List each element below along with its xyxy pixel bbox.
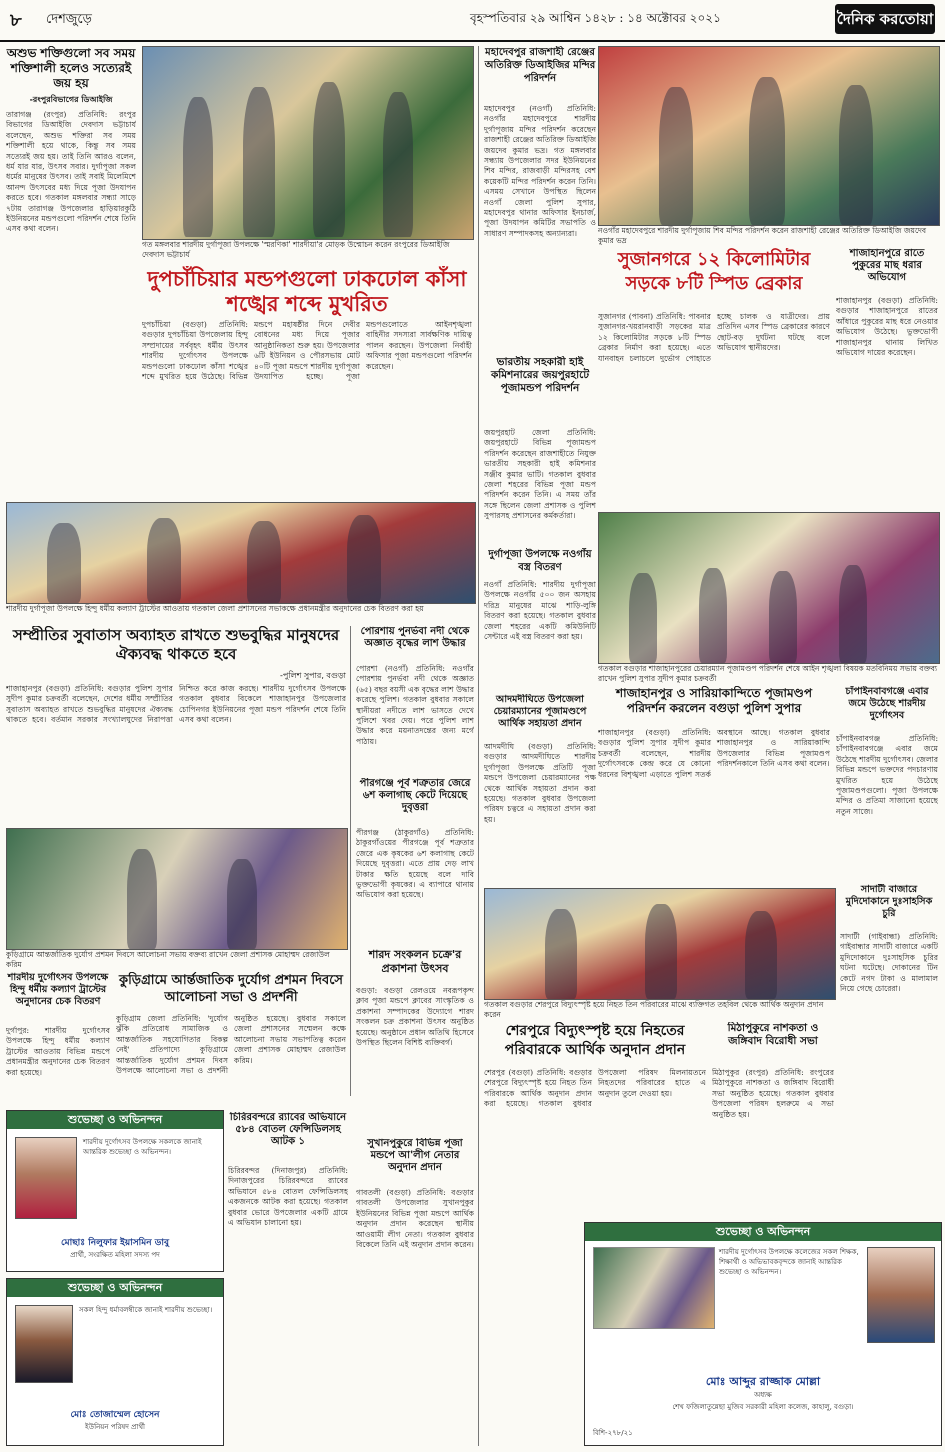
article-rangpur (6, 46, 136, 466)
headline-chirirbandar: চিরিরবন্দরে র‍্যাবের অভিযানে ৫৮৪ বোতল ফেন্সিডিলসহ আটক ১ (229, 1112, 347, 1147)
body-bogura-police: শাজাহানপুর (বগুড়া) প্রতিনিধি: বগুড়ার পুলিশ সুপার সুদীপ কুমার চক্রবর্তী বলেছেন, দেশের ধর্মীয় সম্প্রীতির সুবাতাস অব্যাহত রাখতে শুভবুদ্ধির মানুষদের ঐক্যবদ্ধ থাকতে হবে। বর্তমান সরকার সংখ্যালঘুদের নিরাপত্তা নিশ্চিত করে কাজ করছে। শারদীয় দুর্গোৎসব উপলক্ষে গতকাল বুধবার বিকেলে শাজাহানপুর উপজেলার চোপিনগর ইউনিয়নের পূজা মন্ডপ পরিদর্শন শেষে তিনি এসব কথা বলেন। (6, 684, 346, 725)
headline-indian-commissioner: ভারতীয় সহকারী হাই কমিশনারের জয়পুরহাটে পূজামন্ডপ পরিদর্শন (490, 356, 590, 394)
ad-banner-1: শুভেচ্ছা ও অভিনন্দন (7, 1111, 223, 1129)
body-shuvonkar: গাবতলী (বগুড়া) প্রতিনিধি: বগুড়ার গাবতলী উপজেলার সুখানপুকুর ইউনিয়নের বিভিন্ন পূজা মন্ডপে আর্থিক অনুদান প্রদান করেছেন স্থানীয় আওয়ামী লীগ নেতা। গতকাল বুধবার বিকেলে তিনি এই অনুদান প্রদান করেন। (356, 1188, 474, 1250)
body-sadar-theft: সাদাটী (গাইবান্ধা) প্রতিনিধি: গাইবান্ধার সাদাটী বাজারে একটি মুদিদোকানে দুঃসাহসিক চুরির ঘটনা ঘটেছে। দোকানের টিন কেটে নগদ টাকা ও মালামাল নিয়ে গেছে চোরেরা। (840, 932, 938, 994)
ad-banner-3: শুভেচ্ছা ও অভিনন্দন (585, 1223, 941, 1241)
caption-photo2: শারদীয় দুর্গাপূজা উপলক্ষে হিন্দু ধর্মীয় কল্যাণ ট্রাস্টের আওতায় গতকাল জেলা প্রশাসনের সভাকক্ষে প্রধানমন্ত্রীর অনুদানের চেক বিতরণ করা হয় (6, 604, 424, 613)
ad1-name: মোছাঃ নিলুফার ইয়াসমিন ডাবু (60, 1238, 170, 1248)
body-chapai: চাঁপাইনবাবগঞ্জ প্রতিনিধি: চাঁপাইনবাবগঞ্জে এবার জমে উঠেছে শারদীয় দুর্গোৎসব। জেলার বিভিন্ন মন্ডপে ভক্তদের পদচারণায় মুখরিত হয়ে উঠেছে পূজামণ্ডপগুলো। পূজা উপলক্ষে মন্দির ও প্রতিমা সাজানো হয়েছে নতুন সাজে। (836, 734, 938, 816)
photo-cheque-distribution (6, 502, 476, 604)
body-dupchanchia: দুপচাঁচিয়া (বগুড়া) প্রতিনিধি: বগুড়ার দুপচাঁচিয়া উপজেলায় হিন্দু সম্প্রদায়ের সর্ববৃহৎ ধর্মীয় উৎসব শারদীয় দুর্গোৎসব উপলক্ষে মন্ডপগুলো ঢাকঢোল কাঁসা শঙ্খের শব্দে মুখরিত হয়ে উঠেছে। বিভিন্ন মন্ডপে মহাষষ্ঠীর দিনে দেবীর বোধনের মধ্য দিয়ে পূজার আনুষ্ঠানিকতা শুরু হয়। উপজেলার ৬টি ইউনিয়ন ও পৌরসভায় মোট ৪০টি পূজা মন্ডপে শারদীয় দুর্গাপূজা উদযাপিত হচ্ছে। পূজা মন্ডপগুলোতে আইনশৃঙ্খলা বাহিনীর সদস্যরা সার্বক্ষণিক দায়িত্ব পালন করছেন। উপজেলা নির্বাহী অফিসার পূজা মন্ডপগুলো পরিদর্শন করেছেন। (142, 320, 472, 382)
photo-police-meeting (598, 512, 940, 664)
ad3-role: অধ্যক্ষ (754, 1391, 772, 1399)
headline-poragacha: পোরশায় পুনর্ভবা নদী থেকে অজ্ঞাত বৃদ্ধের লাশ উদ্ধার (360, 626, 470, 649)
page-header (0, 0, 945, 42)
headline-police-visit: শাজাহানপুর ও সারিয়াকান্দিতে পূজামণ্ডপ পরিদর্শন করলেন বগুড়া পুলিশ সুপার (616, 686, 812, 715)
body-rangpur: তারাগঞ্জ (রংপুর) প্রতিনিধি: রংপুর বিভাগের ডিআইজি দেবদাস ভট্টাচার্য বলেছেন, অশুভ শক্তিরা সব সময় শক্তিশালী হয়ে থাকে, কিন্তু সব সময় সত্যেরই জয় হয়। তাই তিনি আরও বলেন, ধর্ম যার যার, উৎসব সবার। দুর্গাপূজা সকল ধর্মের মানুষের উৎসব। তাই সবাই মিলেমিশে আনন্দ উৎসবের মধ্য দিয়ে পূজা উদযাপন করতে হবে। গতকাল মঙ্গলবার সন্ধ্যা সাড়ে ৭টায় তারাগঞ্জ উপজেলার হাড়িয়ারকুঠি ইউনিয়নের মন্ডপগুলো পরিদর্শন শেষে তিনি এসব কথা বলেন। (6, 110, 136, 234)
body-mohadevpur: মহাদেবপুর (নওগাঁ) প্রতিনিধি: নওগাঁর মহাদেবপুরে শারদীয় দুর্গাপূজায় মন্দির পরিদর্শন করেছেন রাজশাহী রেঞ্জের অতিরিক্ত ডিআইজি জয়দেব কুমার ভদ্র। গত মঙ্গলবার সন্ধ্যায় উপজেলার সদর ইউনিয়নের শিব মন্দির, রাজবাড়ী মন্দিরসহ বেশ কয়েকটি মন্দির পরিদর্শন করেন তিনি। এসময় সেখানে উপস্থিত ছিলেন নওগাঁ জেলা পুলিশ সুপার, মহাদেবপুর থানার অফিসার ইনচার্জ, পূজা উদযাপন কমিটির সভাপতি ও সাধারণ সম্পাদকসহ অন্যান্যরা। (484, 104, 596, 238)
caption-photo6: গতকাল বগুড়ার শেরপুরে বিদ্যুৎস্পৃষ্ট হয়ে নিহত তিন পরিবারের মাঝে ব্যক্তিগত তহবিল থেকে আর্থিক অনুদান প্রদান করেন (484, 1000, 824, 1019)
photo-dig-book-launch (142, 46, 474, 240)
greeting-ad-1 (6, 1110, 224, 1272)
page-number: ৮ (10, 10, 22, 31)
principal-portrait (867, 1247, 935, 1343)
candidate-portrait-2 (15, 1305, 73, 1383)
body-mithapukur: মিঠাপুকুর (রংপুর) প্রতিনিধি: রংপুরের মিঠাপুকুরে নাশকতা ও জঙ্গিবাদ বিরোধী সভা অনুষ্ঠিত হয়েছে। গতকাল বুধবার উপজেলা পরিষদ হলরুমে এ সভা অনুষ্ঠিত হয়। (712, 1068, 834, 1119)
photo-temple-visit (598, 46, 940, 226)
headline-sherpur: শেরপুরে বিদ্যুৎস্পৃষ্ট হয়ে নিহতের পরিবারকে আর্থিক অনুদান প্রদান (504, 1023, 686, 1058)
ad2-name: মোঃ তোজাম্মেল হোসেন (70, 1410, 160, 1420)
ad2-text: সকল হিন্দু ধর্মাবলম্বীকে জানাই শারদীয় শুভেচ্ছা। (79, 1306, 213, 1314)
column-rule (350, 626, 351, 1096)
ad1-role: প্রার্থী, সংরক্ষিত মহিলা সদস্য পদ (70, 1251, 160, 1259)
headline-durga-check: শারদীয় দুর্গোৎসব উপলক্ষে হিন্দু ধর্মীয় কল্যাণ ট্রাস্টের অনুদানের চেক বিতরণ (7, 972, 109, 1007)
ad3-text: শারদীয় দুর্গোৎসব উপলক্ষে কলেজের সকল শিক্ষক, শিক্ষার্থী ও অভিভাবকবৃন্দকে জানাই আন্তরিক শুভেচ্ছা ও অভিনন্দন। (719, 1248, 859, 1276)
headline-shajahanpur-fish: শাজাহানপুরে রাতে পুকুরের মাছ ধরার অভিযোগ (849, 248, 925, 283)
ad3-name: মোঃ আব্দুর রাজ্জাক মোল্লা (705, 1375, 821, 1388)
headline-mithapukur: মিঠাপুকুরে নাশকতা ও জঙ্গিবাদ বিরোধী সভা (727, 1022, 819, 1047)
dateline-bogura-police: -পুলিশ সুপার, বগুড়া (280, 671, 346, 680)
dateline-rangpur: -রংপুরবিভাগের ডিআইজি (29, 95, 113, 104)
body-durga-check: দুর্গাপুর: শারদীয় দুর্গোৎসব উপলক্ষে হিন্দু ধর্মীয় কল্যাণ ট্রাস্টের আওতায় বিভিন্ন মন্ডপে প্রধানমন্ত্রীর অনুদানের চেক বিতরণ করা হয়েছে। (6, 1026, 110, 1077)
headline-shuvonkar: সুখানপুকুরে বিভিন্ন পূজা মন্ডপে আ'লীগ নেতার অনুদান প্রদান (367, 1138, 463, 1173)
body-pirgonj: পীরগঞ্জ (ঠাকুরগাঁও) প্রতিনিধি: ঠাকুরগাঁওয়ের পীরগঞ্জে পূর্ব শত্রুতার জেরে এক কৃষকের ৬শ কলাগাছ কেটে দিয়েছে দুবৃত্তরা। এতে প্রায় দেড় লাখ টাকার ক্ষতি হয়েছে বলে দাবি ভুক্তভোগী কৃষকের। এ ব্যাপারে থানায় অভিযোগ করা হয়েছে। (356, 828, 474, 900)
photo-sherpur-donation (484, 888, 836, 1000)
caption-photo4: নওগাঁর মহাদেবপুরে শারদীয় দুর্গাপূজায় শিব মন্দির পরিদর্শন করেন রাজশাহী রেঞ্জের অতিরিক্ত ডিআইজি জয়দেব কুমার ভদ্র (598, 226, 927, 245)
caption-photo3: কুড়িগ্রামে আন্তর্জাতিক দুর্যোগ প্রশমন দিবসে আলোচনা সভায় বক্তব্য রাখেন জেলা প্রশাসক মোহাম্মদ রেজাউল করিম (6, 950, 330, 969)
section-title: দেশজুড়ে (46, 12, 92, 27)
date-line: বৃহস্পতিবার ২৯ আশ্বিন ১৪২৮ : ১৪ অক্টোবর ২০২১ (470, 11, 721, 25)
greeting-ad-2 (6, 1278, 224, 1446)
headline-adamdighi: আদমদীঘিতে উপজেলা চেয়ারম্যানের পূজামণ্ডপে আর্থিক সহায়তা প্রদান (493, 694, 587, 729)
headline-sujanagar: সুজানগরে ১২ কিলোমিটার সড়কে ৮টি স্পিড ব্রেকার (617, 249, 811, 294)
headline-naogaon-cloth: দুর্গাপূজা উপলক্ষে নওগাঁয় বস্ত্র বিতরণ (488, 549, 592, 573)
headline-pirgonj: পীরগঞ্জে পূর্ব শত্রুতার জেরে ৬শ কলাগাছ কেটে দিয়েছে দুবৃত্তরা (359, 778, 471, 813)
body-shajahanpur-fish: শাজাহানপুর (বগুড়া) প্রতিনিধি: বগুড়ার শাজাহানপুরে রাতের আঁধারে পুকুরের মাছ ধরে নেওয়ার অভিযোগ উঠেছে। ভুক্তভোগী শাজাহানপুর থানায় লিখিত অভিযোগ দায়ের করেছেন। (836, 296, 938, 358)
body-chirirbandar: চিরিরবন্দর (দিনাজপুর) প্রতিনিধি: দিনাজপুরের চিরিরবন্দরে র‍্যাবের অভিযানে ৫৮৪ বোতল ফেন্সিডিলসহ একজনকে আটক করা হয়েছে। গতকাল বুধবার ভোরে উপজেলার একটি গ্রামে এ অভিযান চালানো হয়। (228, 1166, 348, 1228)
body-sherpur: শেরপুর (বগুড়া) প্রতিনিধি: বগুড়ার শেরপুরে বিদ্যুৎস্পৃষ্ট হয়ে নিহত তিন পরিবারকে আর্থিক অনুদান প্রদান করা হয়েছে। গতকাল বুধবার উপজেলা পরিষদ মিলনায়তনে নিহতদের পরিবারের হাতে এ অনুদান তুলে দেওয়া হয়। (484, 1068, 706, 1109)
photo-college-building (593, 1247, 715, 1329)
candidate-portrait-1 (15, 1137, 77, 1219)
headline-sharad: শারদ সংকলন চক্রে'র প্রকাশনা উৎসব (368, 948, 462, 975)
ad-banner-2: শুভেচ্ছা ও অভিনন্দন (7, 1279, 223, 1297)
body-sujanagar: সুজানগর (পাবনা) প্রতিনিধি: পাবনার সুজানগর-খয়রানবাড়ী সড়কের মাত্র ১২ কিলোমিটার সড়কে ৮টি স্পিড ব্রেকার নির্মাণ করা হয়েছে। এতে যানবাহন চলাচলে দুর্ভোগ পোহাতে হচ্ছে চালক ও যাত্রীদের। প্রায় প্রতিদিন এসব স্পিড ব্রেকারের কারণে ছোট-বড় দুর্ঘটনা ঘটছে বলে অভিযোগ স্থানীয়দের। (598, 312, 830, 363)
body-police-visit: শাজাহানপুর (বগুড়া) প্রতিনিধি: বগুড়ার পুলিশ সুপার সুদীপ কুমার চক্রবর্তী বলেছেন, শারদীয় দুর্গোৎসবকে কেন্দ্র করে যে কোনো ধরনের বিশৃঙ্খলা এড়াতে পুলিশ সতর্ক অবস্থানে আছে। গতকাল বুধবার শাজাহানপুর ও সারিয়াকান্দি উপজেলার বিভিন্ন পূজামণ্ডপ পরিদর্শনকালে তিনি এসব কথা বলেন। (598, 728, 830, 779)
body-naogaon-cloth: নওগাঁ প্রতিনিধি: শারদীয় দুর্গাপূজা উপলক্ষে নওগাঁয় ৫০০ জন অসহায় দরিদ্র মানুষের মাঝে শাড়ি-লুঙ্গি বিতরণ করা হয়েছে। গতকাল বুধবার জেলা শহরের একটি কমিউনিটি সেন্টারে এই বস্ত্র বিতরণ করা হয়। (484, 580, 596, 642)
caption-photo1: গত মঙ্গলবার শারদীয় দুর্গাপূজা উপলক্ষে 'স্মরণিকা' শারদীয়া'র মোড়ক উন্মোচন করেন রংপুরের ডিআইজি দেবদাস ভট্টাচার্য (142, 240, 450, 259)
body-sharad: বগুড়া: বগুড়া রেলওয়ে নবরূপকৃন্দ ক্লাব পূজা মন্ডপে ক্লাবের সাংস্কৃতিক ও প্রকাশনা সম্পাদকের উদ্যোগে শারদ সংকলন চক্র প্রকাশনা উৎসব অনুষ্ঠিত হয়েছে। অনুষ্ঠানে প্রধান অতিথি হিসেবে উপস্থিত ছিলেন বিশিষ্ট ব্যক্তিবর্গ। (356, 986, 474, 1048)
photo-kurigram-meeting (6, 828, 348, 950)
headline-dupchanchia: দুপচাঁচিয়ার মন্ডপগুলো ঢাকঢোল কাঁসা শঙ্খের শব্দে মুখরিত (147, 266, 467, 316)
body-kurigram: কুড়িগ্রাম জেলা প্রতিনিধি: 'দুর্যোগ ঝুঁকি প্রতিরোধ সামাজিক ও আন্তর্জাতিক সহযোগিতার বিকল্প নেই' প্রতিপাদ্যে কুড়িগ্রামে আন্তর্জাতিক দুর্যোগ প্রশমন দিবস উপলক্ষে আলোচনা সভা ও প্রদর্শনী অনুষ্ঠিত হয়েছে। বুধবার সকালে জেলা প্রশাসনের সম্মেলন কক্ষে আলোচনা সভায় সভাপতিত্ব করেন জেলা প্রশাসক মোহাম্মদ রেজাউল করিম। (116, 1014, 346, 1076)
headline-bogura-police: সম্প্রীতির সুবাতাস অব্যাহত রাখতে শুভবুদ্ধির মানুষদের ঐক্যবদ্ধ থাকতে হবে (12, 626, 340, 663)
caption-photo5: গতকাল বগুড়ার শাজাহানপুরের চেয়ারম্যান পূজামণ্ডপ পরিদর্শন শেষে আইন শৃঙ্খলা বিষয়ক মতবিনিময় সভায় বক্তব্য রাখেন পুলিশ সুপার সুদীপ কুমার চক্রবর্তী (598, 664, 938, 683)
headline-mohadevpur: মহাদেবপুর রাজশাহী রেঞ্জের অতিরিক্ত ডিআইজির মন্দির পরিদর্শন (484, 47, 596, 84)
headline-chapai: চাঁপাইনবাবগঞ্জে এবার জমে উঠেছে শারদীয় দুর্গোৎসব (845, 686, 929, 721)
body-adamdighi: আদমদীঘি (বগুড়া) প্রতিনিধি: বগুড়ার আদমদীঘিতে শারদীয় দুর্গাপূজা উপলক্ষে প্রতিটি পূজা মন্ডপে উপজেলা চেয়ারম্যানের পক্ষ থেকে আর্থিক সহায়তা প্রদান করা হয়েছে। গতকাল বুধবার উপজেলা পরিষদ চত্বরে এ সহায়তা প্রদান করা হয়। (484, 742, 596, 824)
ad3-org: শেখ ফজিলাতুন্নেছা মুজিব সরকারী মহিলা কলেজ, কাহালু, বগুড়া। (672, 1403, 854, 1411)
column-rule-2 (478, 46, 479, 1446)
headline-kurigram: কুড়িগ্রামে আর্ন্তজাতিক দুর্যোগ প্রশমন দিবসে আলোচনা সভা ও প্রদর্শনী (118, 973, 344, 1005)
body-poragacha: পোরশা (নওগাঁ) প্রতিনিধি: নওগাঁর পোরশায় পুনর্ভবা নদী থেকে অজ্ঞাত (৬৫) বছর বয়সী এক বৃদ্ধের লাশ উদ্ধার করেছে পুলিশ। গতকাল বুধবার সকালে স্থানীয়রা নদীতে লাশ ভাসতে দেখে পুলিশে খবর দেয়। পরে পুলিশ লাশ উদ্ধার করে ময়নাতদন্তের জন্য মর্গে পাঠায়। (356, 664, 474, 746)
body-indian-commissioner: জয়পুরহাট জেলা প্রতিনিধি: জয়পুরহাটে বিভিন্ন পূজামন্ডপ পরিদর্শন করেছেন রাজশাহীতে নিযুক্ত ভারতীয় সহকারী হাই কমিশনার সঞ্জীব কুমার ভাটি। গতকাল বুধবার জেলা শহরের বিভিন্ন পূজা মন্ডপ পরিদর্শন করেন তিনি। এ সময় তাঁর সঙ্গে ছিলেন জেলা প্রশাসক ও পুলিশ সুপারসহ প্রশাসনের কর্মকর্তারা। (484, 428, 596, 521)
ad1-text: শারদীয় দুর্গোৎসব উপলক্ষে সকলকে জানাই আন্তরিক শুভেচ্ছা ও অভিনন্দন। (83, 1138, 202, 1156)
headline-sadar-theft: সাদাটী বাজারে মুদিদোকানে দুঃসাহসিক চুরি (845, 884, 933, 919)
headline-rangpur: অশুভ শক্তিগুলো সব সময় শক্তিশালী হলেও সত্যেরই জয় হয় (6, 46, 136, 90)
greeting-ad-3 (584, 1222, 942, 1446)
ad2-role: ইউনিয়ন পরিষদ প্রার্থী (85, 1423, 145, 1431)
ad-code: বিশি-২৭৮/২১ (593, 1429, 633, 1437)
masthead-logo: দৈনিক করতোয়া (835, 4, 935, 34)
